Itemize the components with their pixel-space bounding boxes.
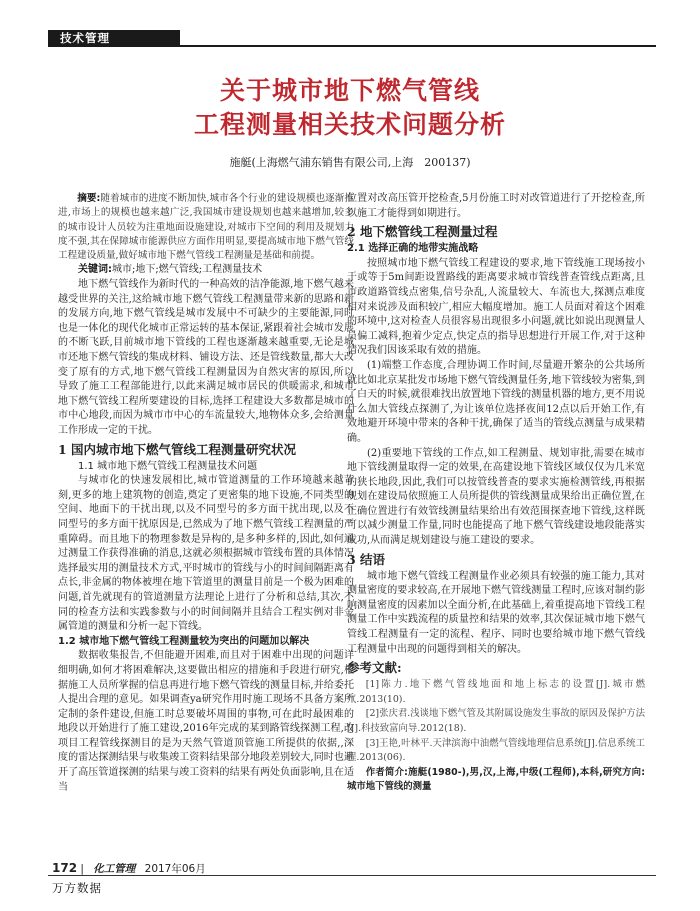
references-title: 参考文献: [347,660,402,676]
heading-2-1: 2.1 选择正确的地带实施战略 [347,243,479,255]
section-tag: 技术管理 [48,30,180,46]
footer-rule [48,875,656,876]
header-rule [48,45,656,47]
abstract-label: 摘要: [77,193,101,204]
paragraph-2-1: 按照城市地下燃气管线工程建设的要求,地下管线施工现场按小于或等于5m间距设置路线的距离要求城市管线普查管线点距离,且市政道路管线点密集,信号杂乱,人流量较大、车流也大,探测点难度相对来说涉及面积较广,相应大幅度增加。施工人员面对着这个困难的环境中,这对检查人员很容易出现很多小问题,就比如说出现测量人员偏工减料,抱着少定点,快定点的指导思想进行开展工作,对于这种情况我们因该采取有效的措施。 [347,257,645,357]
heading-1: 1 国内城市地下燃气管线工程测量研究状况 [58,441,297,457]
paragraph-1-2: 数据收集报告,不但能避开困难,而且对于困难中出现的问题详细明确,如何才将困难解决,这要做出相应的措施和手段进行研究,根据施工人员所掌握的信息再进行地下燃气管线的测量目标,并给委托人提出合理的意见。如果调查ya研究作用时施工现场不具备方案所定制的条件建设,但施工时总要破坏周围的事物,可在此时最困难的地段以开始进行了施工建设,2016年完成的某到路管线探测工程,改项目工程管线探测目的是为天然气管道顶管施工所提供的依据,,深度的雷达探测结果与收集竣工资料结果部分地段差别较大,同时也避开了高压管道探测的结果与竣工资料的结果有两处负面影响,且在适当 [58,650,354,793]
reference-item: [3]王艳,叶林平.天津滨海中油燃气管线地理信息系统[J].信息系统工程.2013(06). [347,737,645,764]
reference-item: [2]张庆君.浅谈地下燃气管及其附属设施发生事故的原因及保护方法[J].科技致富向导.2012(18). [347,708,645,734]
abstract-text: 随着城市的进度不断加快,城市各个行业的建设规模也逐渐推进,市场上的规模也越来越广泛,我国城市建设规划也越来越增加,较多的城市设计人员较为注重地面设施建设,对城市下空间的利用及规划力度不强,其在保障城市能源供应方面作用明显,要提高城市地下燃气管线工程建设质量,做好城市地下燃气管线工程测量是基础和前提。 [58,193,354,262]
heading-3: 3 结语 [347,551,386,567]
keywords-label: 关键词: [78,264,112,276]
heading-1-1: 1.1 城市地下燃气管线工程测量技术问题 [78,460,258,472]
page-number: 172 [52,861,78,875]
paragraph-2-2: (1)端整工作态度,合理协调工作时间,尽量避开繁杂的公共场所就比如北京某批发市场地下燃气管线测量任务,地下管线较为密集,到了白天的时候,就很难找出放置地下管线的测量机器的地方,更不用说什么加大管线点探测了,为让该单位选择夜间12点以后开始工作,有效地避开环境中带来的各种干扰,确保了适当的管线点测量与成果精确。 [347,359,645,444]
magazine-name: 化工管理 [93,863,136,875]
heading-1-2: 1.2 城市地下燃气管线工程测量较为突出的问题加以解决 [58,635,310,647]
left-column [58,192,354,795]
footer-separator: | [80,863,84,875]
page-footer [52,861,206,876]
keywords [58,263,354,278]
keywords-text: 城市;地下;燃气管线;工程测量技术 [112,264,263,276]
reference-item: [1]陈力.地下燃气管线地面和地上标志的设置[J].城市燃气.2013(10). [347,679,645,705]
paragraph-3: 城市地下燃气管线工程测量作业必须具有较强的施工能力,其对测量密度的要求较高,在开展地下燃气管线测量工程时,应该对制约影响测量密度的因素加以全面分析,在此基础上,着重提高地下管线工程测量工作中实践流程的质量控和结果的效率,其次保证城市地下燃气管线工程测量有一定的流程、程序、同时也要给城市地下燃气管线工程测量中出现的问题得到相关的解决。 [347,570,645,655]
author-byline: 施艇(上海燃气浦东销售有限公司,上海 200137) [229,156,471,169]
paragraph-continued: 位置对改高压管开挖检查,5月份施工时对改管道进行了开挖检查,所以施工才能得到如期进行。 [347,193,645,219]
right-column [347,192,645,795]
intro-paragraph: 地下燃气管线作为新时代的一种高效的洁净能源,地下燃气越来越受世界的关注,这给城市地下燃气管线工程测量带来新的思路和新的发展方向,地下燃气管线是城市发展中不可缺少的主要能源,同时也是一体化的现代化城市正常运转的基本保证,紧跟着社会城市发展的不断飞跃,目前城市地下管线的工程也逐渐越来越重要,无论是城市还地下燃气管线的集成材料、铺设方法、还是管线数量,都大大改变了原有的方式,地下燃气管线工程测量因为自然灾害的原因,所以导致了施工工程部能进行,以此来满足城市居民的供暖需求,和城市地下燃气管线工程所要建设的目标,选择工程建设大多数都是城市的市中心地段,而因为城市市中心的车流量较大,地物体众多,会给测量工作形成一定的干扰。 [58,279,354,437]
title-line-2: 工程测量相关技术问题分析 [193,110,506,139]
paragraph-2-3: (2)重要地下管线的工作点,如工程测量、规划审批,需要在城市地下管线测量取得一定的效果,在高建设地下管线区域仅仅为几米宽的狭长地段,因此,我们可以按管线普查的要求实施检测管线,再根据规划在建设局依照施工人员所提供的管线测量成果给出正确位置,在正确位置进行有效管线测量结果给出有效范围探查地下管线,这样既可以减少测量工作量,同时也能提高了地下燃气管线建设地段能落实成功,从而满足规划建设与施工建设的要求。 [347,447,645,547]
abstract [58,192,354,263]
database-watermark: 万方数据 [52,881,102,895]
paragraph-1-1: 与城市化的快速发展相比,城市管道测量的工作环境越来越苛刻,更多的地上建筑物的创造,奠定了更密集的地下设施,不同类型的空间、地面下的干扰出现,以及不同型号的多方面干扰出现,以及不同型号的多方面干扰原因是,已然成为了地下燃气管线工程测量的严重障碍。而且地下的物理参数是异构的,是多种多样的,因此,如何通过测量工作获得准确的消息,这就必须根据城市管线布置的具体情况选择最实用的测量技术方式,平时城市的管线与小的时间间隔距离有点长,非金属的物体被埋在地下管道里的测量目前是一个极为困难的问题,首先就现有的管道测量方法理论上进行了分析和总结,其次,不同的检查方法和实践参数与小的时间间隔并且结合工程实例对非金属管道的测量和分析一起下管线。 [58,475,354,633]
author-note: 作者简介:施艇(1980-),男,汉,上海,中级(工程师),本科,研究方向:城市地下管线的测量 [347,766,645,793]
issue-date: 2017年06月 [144,863,206,875]
article-title [0,74,700,142]
title-line-1: 关于城市地下燃气管线 [219,76,480,105]
heading-2: 2 地下燃管线工程测量过程 [347,224,498,240]
